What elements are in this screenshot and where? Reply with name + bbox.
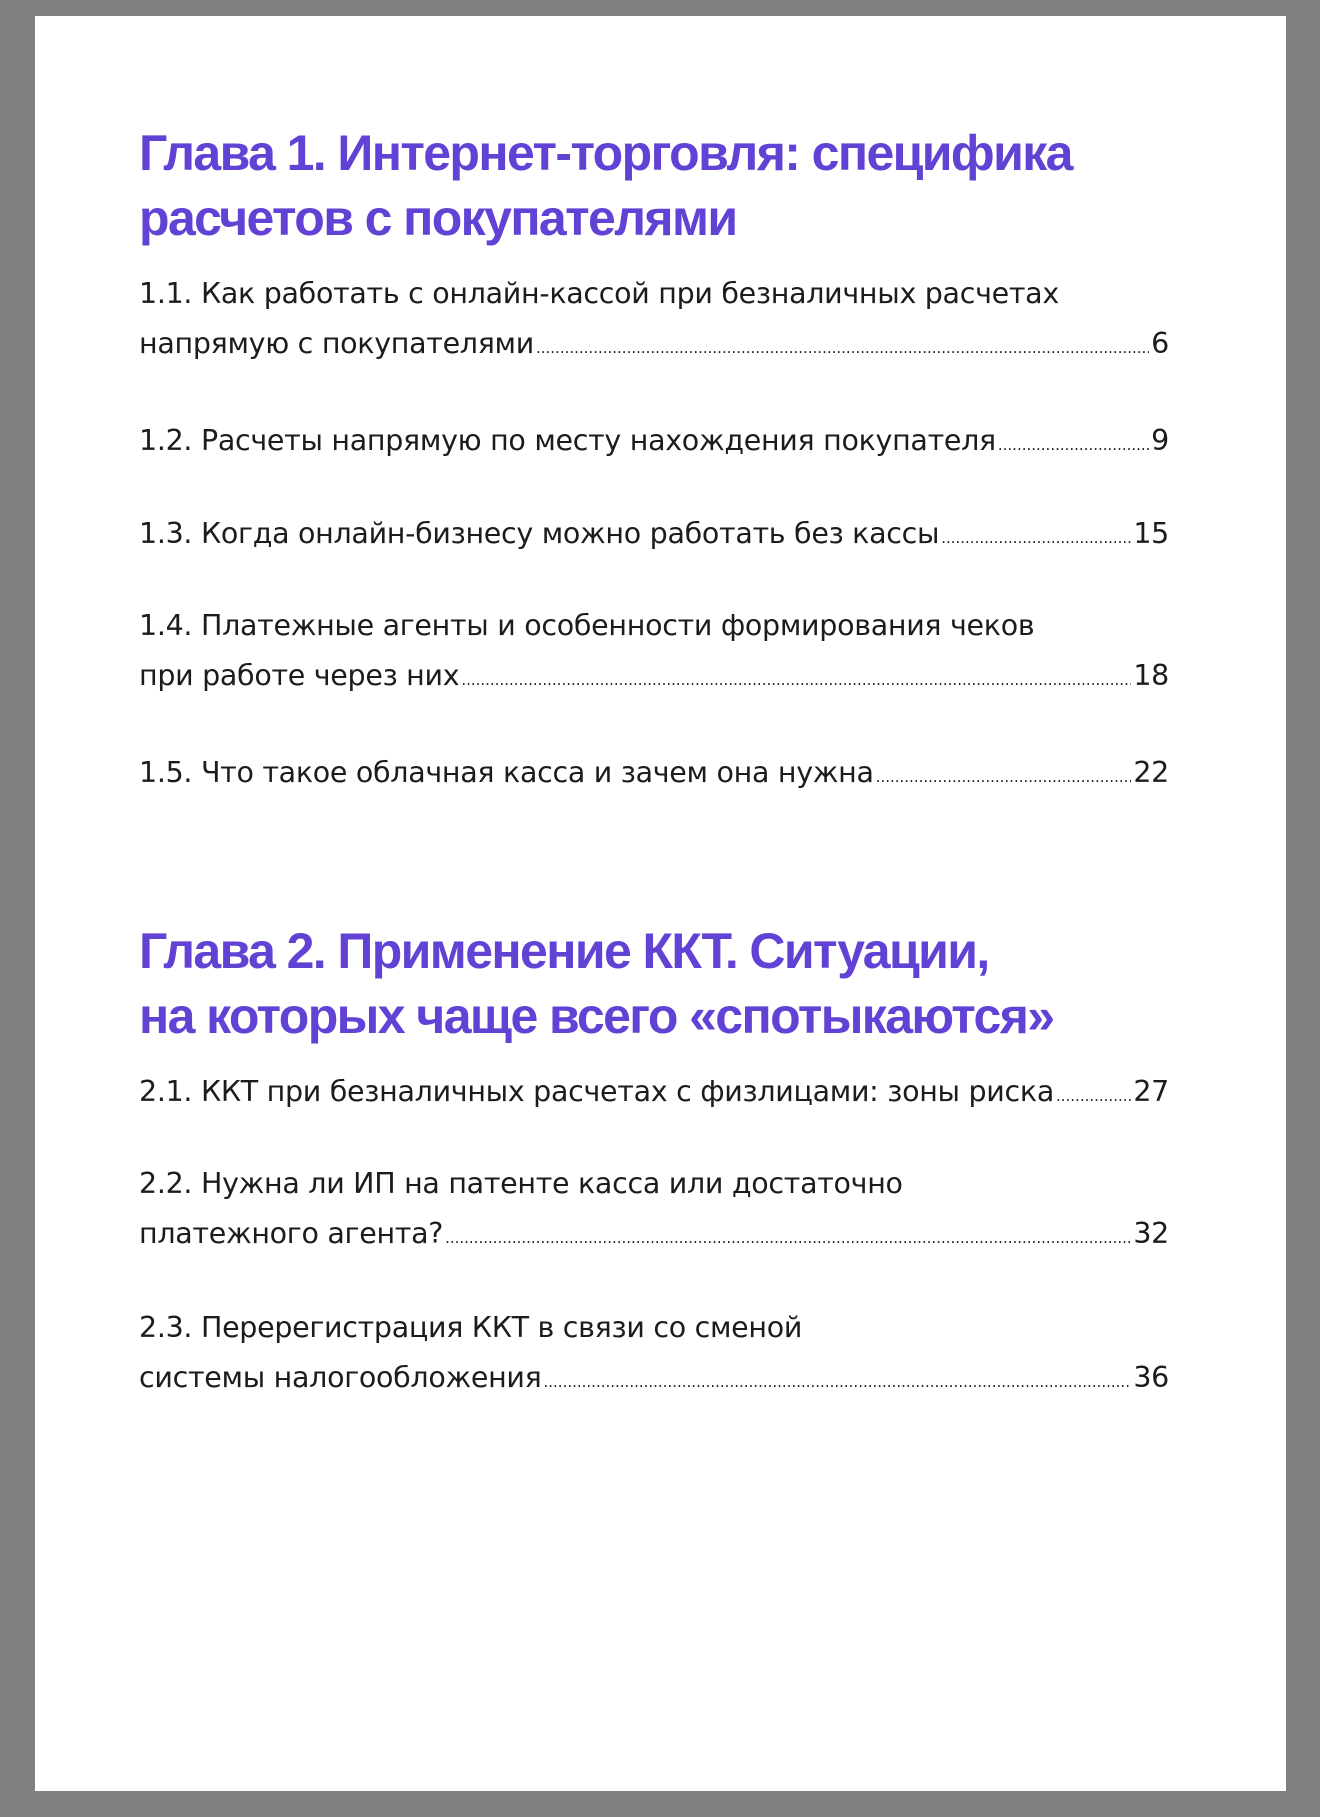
toc-page-number: 27 xyxy=(1133,1075,1169,1108)
toc-entry-text: 1.5. Что такое облачная касса и зачем она нужна xyxy=(139,756,874,789)
chapter-1-title-line-1: Глава 1. Интернет-торговля: специфика xyxy=(139,125,1072,181)
dot-leader xyxy=(1056,1071,1131,1121)
toc-entry-1-3[interactable] xyxy=(139,509,1169,563)
dot-leader xyxy=(544,1357,1132,1407)
toc-entry-text: 2.3. Перерегистрация ККТ в связи со сменой xyxy=(139,1311,803,1344)
toc-entry-1-1[interactable] xyxy=(139,269,1169,373)
toc-entry-1-4[interactable] xyxy=(139,601,1169,705)
toc-entry-text: системы налогообложения xyxy=(139,1361,542,1394)
toc-entry-text: платежного агента? xyxy=(139,1217,444,1250)
chapter-2-title-line-1: Глава 2. Применение ККТ. Ситуации, xyxy=(139,923,989,979)
chapter-2-title xyxy=(139,919,1054,1049)
toc-page-number: 22 xyxy=(1133,756,1169,789)
dot-leader xyxy=(536,323,1149,373)
toc-entry-text: 1.3. Когда онлайн-бизнесу можно работать без кассы xyxy=(139,517,940,550)
toc-entry-1-5[interactable] xyxy=(139,748,1169,802)
toc-entry-text: при работе через них xyxy=(139,659,460,692)
toc-entry-text: 2.2. Нужна ли ИП на патенте касса или достаточно xyxy=(139,1167,903,1200)
toc-entry-text: напрямую с покупателями xyxy=(139,327,534,360)
toc-entry-2-2[interactable] xyxy=(139,1159,1169,1263)
toc-entry-text: 1.4. Платежные агенты и особенности формирования чеков xyxy=(139,609,1035,642)
toc-page-number: 18 xyxy=(1133,659,1169,692)
dot-leader xyxy=(461,655,1131,705)
toc-entry-text: 1.1. Как работать с онлайн-кассой при безналичных расчетах xyxy=(139,277,1059,310)
dot-leader xyxy=(876,752,1132,802)
chapter-2-title-line-2: на которых чаще всего «спотыкаются» xyxy=(139,988,1054,1044)
toc-page-number: 15 xyxy=(1133,517,1169,550)
toc-page-number: 6 xyxy=(1151,327,1169,360)
document-page xyxy=(35,16,1286,1791)
dot-leader xyxy=(998,420,1149,470)
chapter-1-title xyxy=(139,121,1072,251)
toc-entry-2-3[interactable] xyxy=(139,1303,1169,1407)
toc-entry-1-2[interactable] xyxy=(139,416,1169,470)
dot-leader xyxy=(445,1213,1131,1263)
toc-page-number: 36 xyxy=(1133,1361,1169,1394)
toc-page-number: 9 xyxy=(1151,424,1169,457)
dot-leader xyxy=(941,513,1131,563)
toc-page-number: 32 xyxy=(1133,1217,1169,1250)
toc-entry-2-1[interactable] xyxy=(139,1067,1169,1121)
toc-entry-text: 1.2. Расчеты напрямую по месту нахождения покупателя xyxy=(139,424,996,457)
chapter-1-title-line-2: расчетов с покупателями xyxy=(139,190,737,246)
toc-entry-text: 2.1. ККТ при безналичных расчетах с физлицами: зоны риска xyxy=(139,1075,1054,1108)
